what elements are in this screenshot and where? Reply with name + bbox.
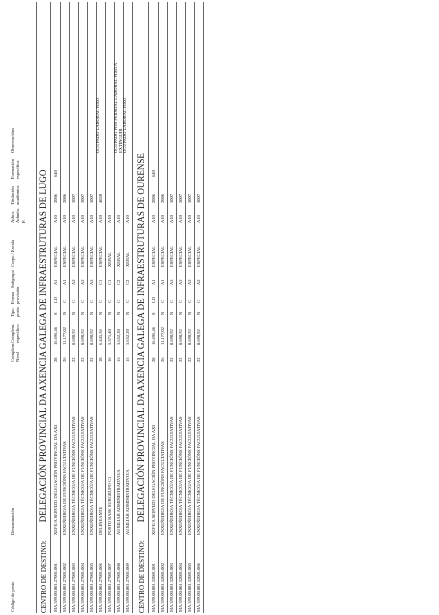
- cell-type: N: [98, 311, 103, 315]
- cell-forma: C: [187, 299, 192, 303]
- cell-type: N: [187, 311, 192, 315]
- cell-subgroup: A1: [62, 279, 67, 285]
- cell-code: MA.399.00.001.27001.009: [125, 563, 130, 612]
- cell-forma: C: [125, 299, 130, 303]
- cell-observacions: OCUPADO LABORAL FIXO: [122, 97, 127, 153]
- table-header: [4, 0, 34, 615]
- cell-level: 22: [89, 357, 94, 362]
- cell-code: MA.399.00.001.27001.007: [107, 563, 112, 612]
- cell-adscr: A10: [62, 215, 67, 223]
- cell-level: 15: [125, 357, 130, 362]
- cell-formacion: 640: [53, 170, 58, 177]
- cell-forma: C: [169, 299, 174, 303]
- cell-observacions: OCUPADO POR PERSOAL LABORAL FIXO A EXTINGUIR: [113, 63, 123, 153]
- cell-corps: ESPECIAL: [80, 245, 85, 267]
- cell-forma: C: [62, 299, 67, 303]
- cell-adscr: A10: [169, 215, 174, 223]
- cell-subgroup: A2: [187, 279, 192, 285]
- cell-code: MA.399.00.001.27001.006: [98, 563, 103, 612]
- cell-specific: 3.652,20: [125, 329, 130, 345]
- cell-name: AUXILIAR ADMINISTRATIVO/A: [116, 469, 121, 535]
- cell-name: ENXEÑEIRO/A DE FUNCIÓNS FACULTATIVAS: [62, 441, 67, 535]
- center-label: CENTRO DE DESTINO:: [40, 540, 48, 613]
- cell-type: N: [169, 311, 174, 315]
- cell-name: POSTO BASE SUBGRUPO C1: [107, 476, 112, 535]
- cell-specific: 11.177,02: [62, 327, 67, 345]
- cell-type: N: [80, 311, 85, 315]
- cell-specific: 8.690,92: [196, 329, 201, 345]
- cell-forma: C: [160, 299, 165, 303]
- center-title: DELEGACIÓN PROVINCIAL DA AXENCIA GALEGA DE INFRAESTRUTURAS DE OURENSE: [136, 153, 146, 523]
- cell-adscr: A10: [80, 215, 85, 223]
- cell-forma: C: [89, 299, 94, 303]
- header-code: Código do posto: [10, 581, 15, 612]
- cell-type: N: [125, 311, 130, 315]
- cell-type: N: [178, 311, 183, 315]
- header-type: Tipo posto: [10, 307, 21, 317]
- cell-titulacion: 3007: [71, 194, 76, 203]
- row-rule: [203, 2, 204, 613]
- cell-titulacion: 2006: [53, 194, 58, 203]
- cell-titulacion: 3007: [80, 194, 85, 203]
- cell-code: MA.399.00.001.32001.003: [169, 563, 174, 612]
- cell-specific: 8.690,92: [169, 329, 174, 345]
- cell-subgroup: A1: [151, 279, 156, 285]
- cell-subgroup: A2: [89, 279, 94, 285]
- cell-code: MA.399.00.001.32001.002: [160, 563, 165, 612]
- cell-corps: XERAL: [116, 252, 121, 267]
- cell-forma: C: [116, 299, 121, 303]
- header-observacions: Observacións: [10, 127, 15, 153]
- cell-name: ENXEÑEIRO/A TÉCNICO/A DE FUNCIÓNS FACULTATIVAS: [80, 416, 85, 535]
- cell-name: XEFE/A SERVIZO DELEGACIÓN PROVINCIAL DA AXI: [53, 425, 58, 535]
- cell-type: N: [71, 311, 76, 315]
- cell-corps: ESPECIAL: [89, 245, 94, 267]
- cell-code: MA.399.00.001.32001.006: [196, 563, 201, 612]
- header-corps: Corpo / Escala: [10, 239, 15, 267]
- center-title: DELEGACIÓN PROVINCIAL DA AXENCIA GALEGA DE INFRAESTRUTURAS DE LUGO: [38, 169, 48, 523]
- cell-name: AUXILIAR ADMINISTRATIVO/A: [125, 469, 130, 535]
- cell-titulacion: 2006: [160, 194, 165, 203]
- cell-adscr: A10: [89, 215, 94, 223]
- cell-subgroup: C1: [98, 279, 103, 285]
- cell-level: 22: [80, 357, 85, 362]
- cell-titulacion: 3007: [89, 194, 94, 203]
- cell-name: ENXEÑEIRO/A TÉCNICO/A DE FUNCIÓNS FACULTATIVAS: [196, 416, 201, 535]
- cell-corps: ESPECIAL: [71, 245, 76, 267]
- cell-code: MA.399.00.001.27001.004: [80, 563, 85, 612]
- cell-name: ENXEÑEIRO/A TÉCNICO/A DE FUNCIÓNS FACULTATIVAS: [89, 416, 94, 535]
- cell-adscr: A10: [98, 215, 103, 223]
- cell-adscr: A10: [187, 215, 192, 223]
- cell-subgroup: C1: [107, 279, 112, 285]
- cell-forma: C: [107, 299, 112, 303]
- header-name: Denominación: [10, 507, 15, 535]
- cell-corps: XERAL: [107, 252, 112, 267]
- cell-forma: C: [80, 299, 85, 303]
- cell-specific: 3.652,20: [116, 329, 121, 345]
- header-level: Complem. Nivel: [10, 342, 21, 362]
- cell-type: N: [116, 311, 121, 315]
- cell-type: N: [160, 311, 165, 315]
- cell-subgroup: A2: [196, 279, 201, 285]
- cell-name: DELINEANTE: [98, 506, 103, 535]
- header-specific: Complem. específico: [10, 323, 21, 343]
- cell-code: MA.399.00.001.27001.008: [116, 563, 121, 612]
- cell-name: ENXEÑEIRO/A TÉCNICO/A DE FUNCIÓNS FACULTATIVAS: [71, 416, 76, 535]
- cell-subgroup: A2: [178, 279, 183, 285]
- cell-name: ENXEÑEIRO/A TÉCNICO/A DE FUNCIÓNS FACULTATIVAS: [178, 416, 183, 535]
- cell-type: N: [62, 311, 67, 315]
- cell-adscr: A10: [107, 215, 112, 223]
- cell-corps: ESPECIAL: [160, 245, 165, 267]
- cell-adscr: A10: [71, 215, 76, 223]
- cell-name: ENXEÑEIRO/A TÉCNICO/A DE FUNCIÓNS FACULTATIVAS: [169, 416, 174, 535]
- cell-subgroup: A1: [53, 279, 58, 285]
- cell-corps: XERAL: [125, 252, 130, 267]
- header-formacion: Formación específica: [10, 159, 21, 179]
- header-adscr: Adscr. Admón. P.: [10, 208, 26, 223]
- header-rule: [36, 2, 37, 613]
- cell-specific: 8.690,92: [187, 329, 192, 345]
- cell-specific: 8.690,92: [80, 329, 85, 345]
- cell-corps: ESPECIAL: [53, 245, 58, 267]
- cell-adscr: A10: [125, 215, 130, 223]
- cell-level: 26: [62, 357, 67, 362]
- cell-adscr: A10: [151, 215, 156, 223]
- cell-type: S: [53, 312, 58, 315]
- cell-code: MA.399.00.001.27001.001: [53, 563, 58, 612]
- cell-formacion: 640: [151, 170, 156, 177]
- cell-level: 18: [98, 357, 103, 362]
- cell-level: 26: [160, 357, 165, 362]
- cell-subgroup: C2: [125, 279, 130, 285]
- cell-titulacion: 3007: [196, 194, 201, 203]
- cell-code: MA.399.00.001.32001.005: [187, 563, 192, 612]
- cell-level: 22: [187, 357, 192, 362]
- cell-level: 15: [116, 357, 121, 362]
- cell-corps: ESPECIAL: [151, 245, 156, 267]
- cell-observacions: OCUPADO LABORAL FIXO: [95, 97, 100, 153]
- cell-code: MA.399.00.001.27001.005: [89, 563, 94, 612]
- cell-level: 22: [196, 357, 201, 362]
- center-label: CENTRO DE DESTINO:: [138, 540, 146, 613]
- cell-subgroup: A2: [71, 279, 76, 285]
- cell-corps: ESPECIAL: [62, 245, 67, 267]
- header-forma: Forma provisión: [10, 286, 21, 304]
- cell-specific: 5.571,40: [107, 329, 112, 345]
- cell-titulacion: 3007: [169, 194, 174, 203]
- cell-type: S: [151, 312, 156, 315]
- cell-subgroup: A1: [160, 279, 165, 285]
- cell-corps: ESPECIAL: [187, 245, 192, 267]
- cell-corps: ESPECIAL: [169, 245, 174, 267]
- cell-corps: ESPECIAL: [178, 245, 183, 267]
- cell-titulacion: 3007: [187, 194, 192, 203]
- cell-subgroup: A2: [80, 279, 85, 285]
- cell-specific: 16.696,46: [53, 327, 58, 345]
- cell-titulacion: 4020: [98, 194, 103, 203]
- cell-specific: 8.690,92: [71, 329, 76, 345]
- cell-level: 22: [178, 357, 183, 362]
- cell-adscr: A10: [178, 215, 183, 223]
- cell-level: 16: [107, 357, 112, 362]
- cell-name: ENXEÑEIRO/A TÉCNICO/A DE FUNCIÓNS FACULTATIVAS: [187, 416, 192, 535]
- row-rule: [132, 2, 133, 613]
- cell-forma: C: [98, 299, 103, 303]
- cell-corps: ESPECIAL: [98, 245, 103, 267]
- cell-type: N: [89, 311, 94, 315]
- cell-specific: 16.696,46: [151, 327, 156, 345]
- cell-code: MA.399.00.001.27001.002: [62, 563, 67, 612]
- cell-forma: C: [178, 299, 183, 303]
- cell-level: 22: [169, 357, 174, 362]
- header-subgroup: Subgrupo: [10, 270, 15, 288]
- cell-titulacion: 2006: [151, 194, 156, 203]
- cell-forma: LD: [151, 297, 156, 303]
- cell-name: XEFE/A SERVIZO DELEGACIÓN PROVINCIAL DA AXI: [151, 425, 156, 535]
- cell-forma: C: [71, 299, 76, 303]
- cell-specific: 8.690,92: [89, 329, 94, 345]
- cell-titulacion: 2006: [62, 194, 67, 203]
- cell-forma: LD: [53, 297, 58, 303]
- cell-name: ENXEÑEIRO/A DE FUNCIÓNS FACULTATIVAS: [160, 441, 165, 535]
- center-heading: [136, 153, 148, 613]
- cell-type: N: [107, 311, 112, 315]
- header-titulacion: Titulación académica: [10, 185, 21, 205]
- cell-specific: 6.445,36: [98, 329, 103, 345]
- cell-level: 28: [53, 357, 58, 362]
- cell-code: MA.399.00.001.32001.004: [178, 563, 183, 612]
- cell-code: MA.399.00.001.27001.003: [71, 563, 76, 612]
- cell-level: 28: [151, 357, 156, 362]
- cell-adscr: A10: [196, 215, 201, 223]
- cell-corps: ESPECIAL: [196, 245, 201, 267]
- cell-code: MA.399.00.001.32001.001: [151, 563, 156, 612]
- cell-level: 22: [71, 357, 76, 362]
- cell-specific: 8.690,92: [178, 329, 183, 345]
- center-heading: [38, 170, 50, 613]
- cell-forma: C: [196, 299, 201, 303]
- cell-subgroup: A2: [169, 279, 174, 285]
- cell-titulacion: 3007: [178, 194, 183, 203]
- cell-subgroup: C2: [116, 279, 121, 285]
- cell-type: N: [196, 311, 201, 315]
- cell-adscr: A10: [116, 215, 121, 223]
- cell-specific: 11.177,02: [160, 327, 165, 345]
- cell-adscr: A10: [53, 215, 58, 223]
- cell-adscr: A10: [160, 215, 165, 223]
